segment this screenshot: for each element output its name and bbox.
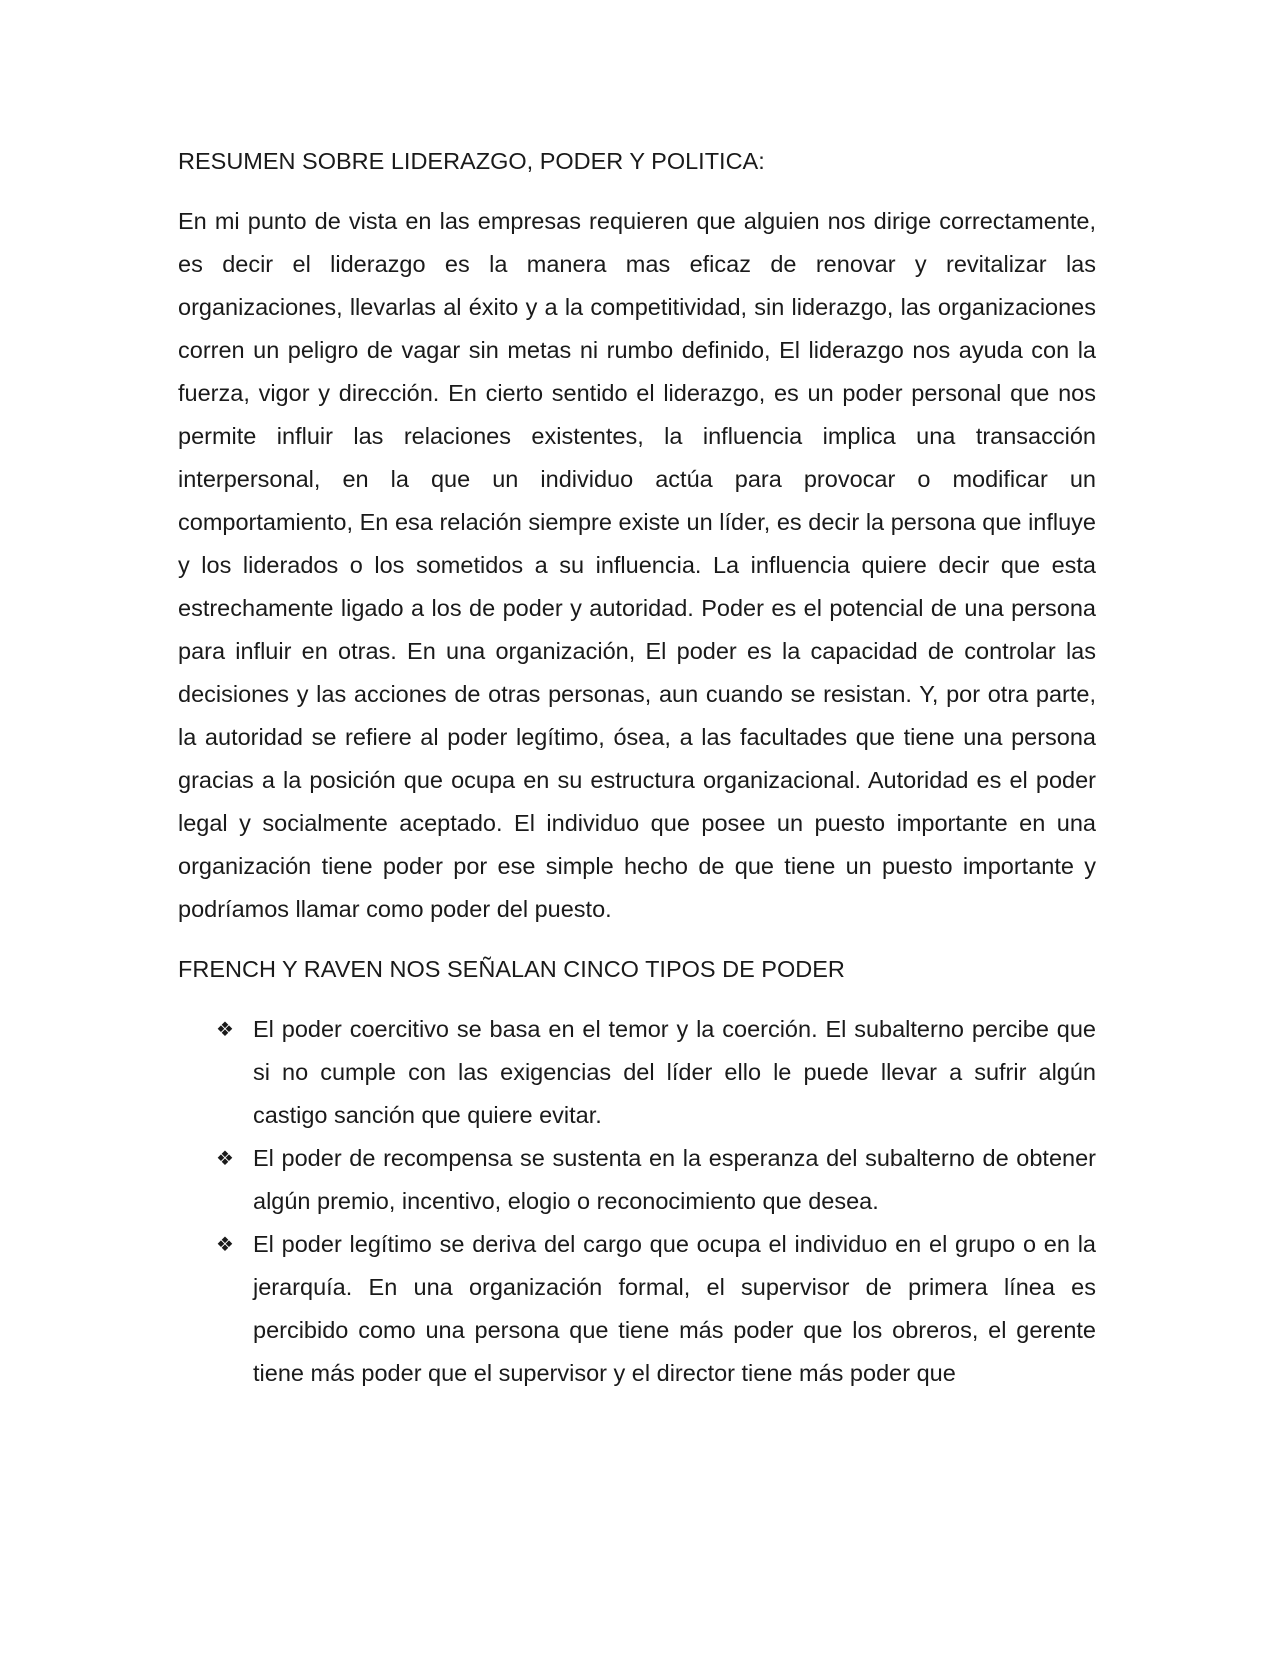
document-title: RESUMEN SOBRE LIDERAZGO, PODER Y POLITICA: xyxy=(178,148,765,174)
list-item-text: El poder de recompensa se sustenta en la esperanza del subalterno de obtener algún premio, incentivo, elogio o reconocimiento que desea. xyxy=(253,1145,1096,1214)
document-page xyxy=(178,140,1096,1395)
body-paragraph: En mi punto de vista en las empresas requieren que alguien nos dirige correctamente, es decir el liderazgo es la manera mas eficaz de renovar y revitalizar las organizaciones, llevarlas al éxito y a la competitividad, sin liderazgo, las organizaciones corren un peligro de vagar sin metas ni rumbo definido, El liderazgo nos ayuda con la fuerza, vigor y dirección. En cierto sentido el liderazgo, es un poder personal que nos permite influir las relaciones existentes, la influencia implica una transacción interpersonal, en la que un individuo actúa para provocar o modificar un comportamiento, En esa relación siempre existe un líder, es decir la persona que influye y los liderados o los sometidos a su influencia. La influencia quiere decir que esta estrechamente ligado a los de poder y autoridad. Poder es el potencial de una persona para influir en otras. En una organización, El poder es la capacidad de controlar las decisiones y las acciones de otras personas, aun cuando se resistan. Y, por otra parte, la autoridad se refiere al poder legítimo, ósea, a las facultades que tiene una persona gracias a la posición que ocupa en su estructura organizacional. Autoridad es el poder legal y socialmente aceptado. El individuo que posee un puesto importante en una organización tiene poder por ese simple hecho de que tiene un puesto importante y podríamos llamar como poder del puesto. xyxy=(178,208,1096,922)
diamond-bullet-icon: ❖ xyxy=(216,1017,234,1041)
list-item-text: El poder coercitivo se basa en el temor y la coerción. El subalterno percibe que si no cumple con las exigencias del líder ello le puede llevar a sufrir algún castigo sanción que quiere evitar. xyxy=(253,1016,1096,1128)
list-item-text: El poder legítimo se deriva del cargo que ocupa el individuo en el grupo o en la jerarquía. En una organización formal, el supervisor de primera línea es percibido como una persona que tiene más poder que los obreros, el gerente tiene más poder que el supervisor y el director tiene más poder que xyxy=(253,1231,1096,1386)
diamond-bullet-icon: ❖ xyxy=(216,1146,234,1170)
section-subheading: FRENCH Y RAVEN NOS SEÑALAN CINCO TIPOS DE PODER xyxy=(178,956,845,982)
list-item xyxy=(178,1223,1096,1395)
list-item xyxy=(178,1008,1096,1137)
list-item xyxy=(178,1137,1096,1223)
diamond-bullet-icon: ❖ xyxy=(216,1232,234,1256)
power-types-list xyxy=(178,1008,1096,1395)
